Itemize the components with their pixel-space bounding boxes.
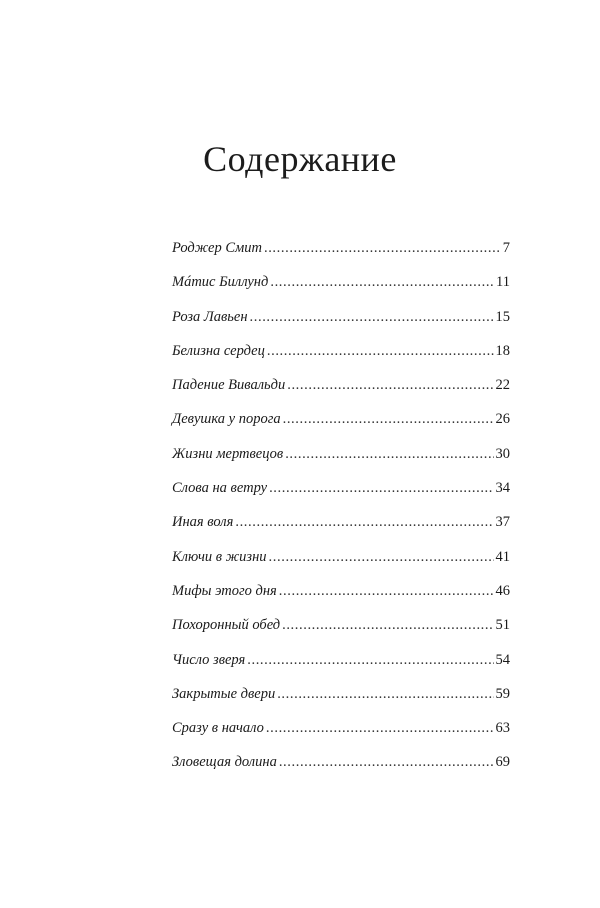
- toc-entry-page: 51: [495, 617, 510, 634]
- dot-leader: [270, 274, 494, 291]
- dot-leader: [279, 583, 494, 600]
- dot-leader: [269, 480, 493, 497]
- toc-entry-page: 15: [495, 308, 510, 325]
- toc-entry-page: 30: [495, 445, 510, 462]
- toc-entry[interactable]: [172, 549, 510, 583]
- toc-entry[interactable]: [172, 514, 510, 548]
- toc-entry-title: Ключи в жизни: [172, 548, 267, 565]
- toc-entry[interactable]: [172, 411, 510, 445]
- toc-entry[interactable]: [172, 652, 510, 686]
- toc-entry-title: Сразу в начало: [172, 720, 264, 737]
- toc-entry[interactable]: [172, 309, 510, 343]
- toc-entry-title: Роджер Смит: [172, 240, 262, 256]
- toc-entry[interactable]: [172, 480, 510, 514]
- toc-entry[interactable]: [172, 240, 510, 274]
- dot-leader: [277, 686, 493, 703]
- toc-entry-page: 63: [495, 720, 510, 737]
- toc-entry[interactable]: [172, 446, 510, 480]
- toc-entry-page: 18: [495, 342, 510, 359]
- toc-entry-title: Число зверя: [172, 651, 246, 668]
- dot-leader: [264, 240, 501, 257]
- dot-leader: [250, 309, 494, 326]
- table-of-contents: [172, 240, 510, 789]
- page-title: Содержание: [203, 139, 397, 179]
- toc-entry-title: Мáтис Биллунд: [172, 274, 269, 291]
- toc-entry-page: 26: [495, 411, 510, 428]
- toc-entry[interactable]: [172, 343, 510, 377]
- toc-entry-page: 7: [502, 240, 510, 256]
- dot-leader: [267, 343, 494, 360]
- dot-leader: [269, 549, 494, 566]
- toc-entry-page: 34: [495, 480, 510, 497]
- toc-entry-title: Белизна сердец: [172, 342, 265, 359]
- toc-entry-page: 22: [495, 377, 510, 394]
- dot-leader: [282, 617, 493, 634]
- toc-entry-page: 37: [495, 514, 510, 531]
- toc-entry-page: 11: [496, 274, 510, 291]
- toc-entry-title: Слова на ветру: [172, 480, 268, 497]
- toc-entry[interactable]: [172, 754, 510, 788]
- toc-entry-title: Похоронный обед: [172, 617, 281, 634]
- dot-leader: [285, 446, 493, 463]
- toc-entry-title: Иная воля: [172, 514, 234, 531]
- toc-entry-title: Девушка у порога: [172, 411, 281, 428]
- toc-entry[interactable]: [172, 617, 510, 651]
- toc-entry-title: Мифы этого дня: [172, 582, 277, 599]
- dot-leader: [283, 411, 494, 428]
- toc-entry-page: 54: [495, 651, 510, 668]
- dot-leader: [247, 652, 493, 669]
- toc-entry[interactable]: [172, 377, 510, 411]
- toc-entry[interactable]: [172, 686, 510, 720]
- dot-leader: [279, 754, 494, 771]
- toc-entry-title: Закрытые двери: [172, 685, 276, 702]
- toc-entry-page: 59: [495, 685, 510, 702]
- toc-entry-page: 46: [495, 582, 510, 599]
- toc-entry-title: Зловещая долина: [172, 754, 277, 771]
- dot-leader: [266, 720, 494, 737]
- toc-entry-title: Жизни мертвецов: [172, 445, 284, 462]
- dot-leader: [235, 514, 493, 531]
- dot-leader: [287, 377, 493, 394]
- toc-entry[interactable]: [172, 274, 510, 308]
- toc-entry-page: 41: [495, 548, 510, 565]
- toc-entry-page: 69: [495, 754, 510, 771]
- toc-entry[interactable]: [172, 583, 510, 617]
- toc-entry-title: Роза Лавьен: [172, 308, 248, 325]
- toc-entry[interactable]: [172, 720, 510, 754]
- toc-entry-title: Падение Вивальди: [172, 377, 286, 394]
